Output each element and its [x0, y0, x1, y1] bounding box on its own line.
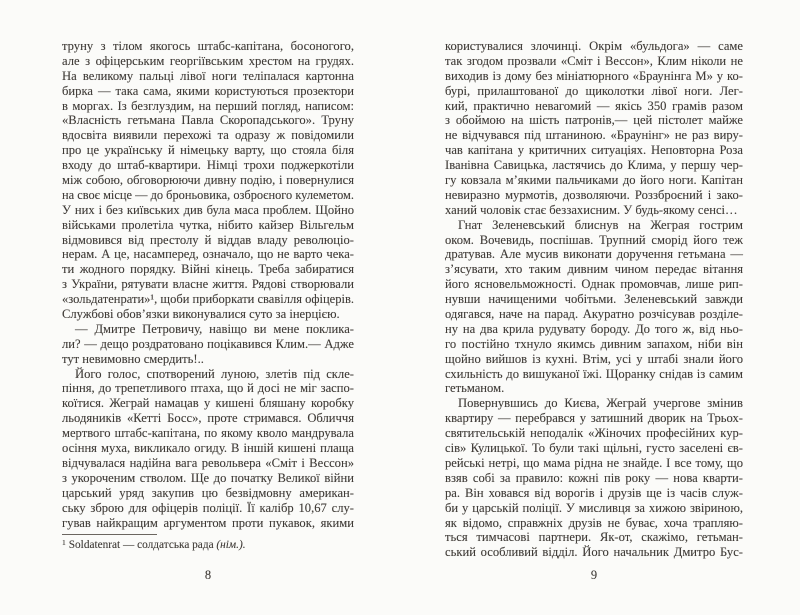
text-line-content: труну з тілом якогось штабс-капітана, босоногого, — [62, 39, 354, 53]
text-line — [62, 262, 354, 277]
text-line — [62, 173, 354, 188]
text-line — [445, 426, 743, 441]
text-line-content: би у царській поліції. У мисливця за хижою звіриною, — [445, 500, 743, 515]
text-line-content: «Власність гетьмана Павла Скоропадського». Труну — [62, 113, 354, 128]
text-line — [62, 471, 354, 486]
text-line — [445, 188, 743, 203]
text-line — [62, 516, 354, 531]
text-line-content: бирка — така сама, якими користуються прозектори — [62, 83, 354, 98]
text-line-content: го постійно тхнуло якимсь дивним запахом, ніби він — [445, 336, 743, 351]
text-line — [445, 233, 743, 248]
text-line-content: взяв собі за правило: кожні пів року — нова кварти- — [445, 470, 743, 485]
text-line-content: між собою, обговорюючи дивну подію, і повернулися — [62, 173, 354, 188]
text-line-content: невиразно мурмотів, дозволяючи. Роззброєний і зако- — [445, 187, 743, 202]
text-line — [445, 396, 743, 411]
text-line — [445, 262, 743, 277]
text-line-content: Повернувшись до Києва, Жеграй учергове змінив — [458, 396, 743, 411]
text-line-content: з укороченим стволом. Ще до початку Великої війни — [62, 470, 354, 485]
text-line — [445, 411, 743, 426]
text-line-content: вдосвіта виявили перехожі та одразу ж повідомили — [62, 128, 354, 143]
text-line-content: Його голос, спотворений луною, злетів під скле- — [75, 366, 354, 381]
text-line-content: його ясновельможності. Однак промовчав, лише рип- — [445, 277, 743, 292]
text-line — [445, 486, 743, 501]
text-line-content: рейські нетрі, що мама рідна не знайде. І все тому, що — [445, 455, 743, 470]
text-line — [445, 307, 743, 322]
text-line-content: ти жодного порядку. Війні кінець. Треба забиратися — [62, 262, 354, 277]
text-line — [445, 441, 743, 456]
text-line — [445, 128, 743, 143]
text-line — [445, 501, 743, 516]
text-line-content: царський уряд закупив цю безвідмовну американ- — [62, 485, 354, 500]
text-line — [445, 247, 743, 262]
text-line-content: військами пролетіла чутка, нібито кайзер Вільгельм — [62, 217, 354, 232]
left-page-text-block — [62, 39, 354, 530]
text-line — [62, 39, 354, 54]
text-line — [62, 277, 354, 292]
text-line — [62, 218, 354, 233]
text-line — [445, 203, 743, 218]
right-page-text-block — [445, 39, 743, 560]
text-line-content: щойно вийшов із кухні. Втім, усі у штабі знали його — [445, 351, 743, 366]
text-line-content: святительській неподалік «Жіночих професійних кур- — [445, 426, 743, 441]
text-line — [62, 128, 354, 143]
text-line — [445, 158, 743, 173]
text-line — [445, 218, 743, 233]
text-line-content: з України, рятувати власне життя. Рядові створювали — [62, 277, 354, 292]
text-line-content: дратував. Але мусив виконати доручення гетьмана — — [445, 247, 743, 262]
text-line — [445, 471, 743, 486]
text-line — [62, 337, 354, 352]
text-line-content: в моргах. Із безглуздим, на перший погляд, написом: — [62, 98, 354, 113]
text-line — [62, 381, 354, 396]
text-line-content: з обоймою на шість патронів,— цей пістолет майже — [445, 113, 743, 128]
text-line — [62, 352, 354, 367]
text-line — [445, 367, 743, 382]
text-line-content: відмовився від престолу й віддав владу революціо- — [62, 232, 354, 247]
text-line — [445, 381, 743, 396]
text-line-content: так згодом прозвали «Сміт і Вессон», Клим ніколи не — [445, 53, 743, 68]
text-line-content: ться тимчасові партнери. Як-от, скажімо, гетьман- — [445, 530, 743, 545]
text-line-content: «зольдатенрати»¹, щоби приборкати свавілля офіцерів. — [62, 292, 354, 307]
text-line — [445, 292, 743, 307]
text-line — [445, 39, 743, 54]
text-line-content: тут невимовно смердить!.. — [62, 351, 204, 366]
footnote-rule — [62, 534, 157, 535]
text-line-content: ханий чоловік стає беззахисним. У будь-якому сенсі… — [445, 202, 738, 217]
text-line — [445, 530, 743, 545]
text-line-content: з’ясувати, хто таким дивним чином передає вітання — [445, 262, 743, 277]
text-line — [62, 307, 354, 322]
text-line — [62, 143, 354, 158]
text-line-content: оком. Вочевидь, поспішав. Трупний сморід його теж — [445, 232, 743, 247]
text-line — [445, 99, 743, 114]
footnote-text — [62, 539, 354, 552]
text-line-content: але з офіцерським георгіївським хрестом на грудях. — [62, 53, 354, 68]
text-line-content: квартиру — перебрався у затишний дворик на Трьох- — [445, 411, 743, 426]
text-line-content: на своє місце — до броньовика, озброєного кулеметом. — [62, 187, 354, 202]
text-line-content: мертвого штабс-капітана, по якому кволо мандрувала — [62, 426, 354, 441]
text-line — [445, 337, 743, 352]
text-line — [445, 516, 743, 531]
text-line-content: одягався, наче на парад. Акуратно розчісував розділе- — [445, 307, 743, 322]
text-line — [445, 352, 743, 367]
text-line — [445, 173, 743, 188]
text-line — [62, 84, 354, 99]
text-line-content: сів» Кулицької. То були такі щільні, густо заселені єв- — [445, 441, 743, 456]
text-line-content: — Дмитре Петровичу, навіщо ви мене поклика- — [75, 321, 354, 336]
text-line-content: осіння муха, викликало огиду. В іншій кишені плаща — [62, 441, 354, 456]
text-line — [445, 277, 743, 292]
text-line — [62, 292, 354, 307]
text-line — [62, 486, 354, 501]
text-line-content: гу ковзала м’якими пальчиками до його ноги. Капітан — [445, 173, 743, 188]
left-page-number: 8 — [204, 568, 212, 582]
text-line — [62, 456, 354, 471]
text-line — [62, 233, 354, 248]
text-line — [62, 501, 354, 516]
text-line — [62, 158, 354, 173]
text-line-content: Іванівна Савицька, ластячись до Клима, у першу чер- — [445, 158, 743, 173]
text-line-content: відчувалася надійна вага револьвера «Сміт і Вессон» — [62, 455, 354, 470]
text-line-content: На великому пальці лівої ноги теліпалася картонна — [62, 68, 354, 83]
text-line — [62, 69, 354, 84]
text-line — [62, 441, 354, 456]
text-line — [62, 411, 354, 426]
text-line-content: ли? — дещо роздратовано поцікавився Клим.— Адже — [62, 336, 354, 351]
text-line — [445, 84, 743, 99]
text-line-content: льодяників «Кетті Босс», проте стримався. Обличчя — [62, 411, 354, 426]
text-line — [62, 247, 354, 262]
text-line-content: гував найкращим аргументом проти пукавок, якими — [62, 515, 354, 530]
text-line — [62, 203, 354, 218]
text-line-content: про це українську й німецьку варту, що стояла біля — [62, 143, 354, 158]
text-line-content: виходив із дому без мініатюрного «Браунінга М» у ко- — [445, 68, 743, 83]
text-line-content: входу до штаб-квартири. Німці трохи поджеркотіли — [62, 158, 354, 173]
text-line-content: гетьманом. — [445, 381, 505, 396]
text-line — [445, 54, 743, 69]
text-line — [445, 456, 743, 471]
text-line — [445, 113, 743, 128]
text-line-content: ську зброю для офіцерів поліції. Її калібр 10,67 слу- — [62, 500, 354, 515]
text-line-content: У них і без київських див була маса проблем. Щойно — [62, 202, 354, 217]
text-line-content: чав капітана у критичних ситуаціях. Неповторна Роза — [445, 143, 743, 158]
text-line-content: схильність до вишуканої їжі. Щоранку снідав із самим — [445, 366, 743, 381]
text-line — [445, 545, 743, 560]
footnote — [62, 534, 354, 552]
text-line-content: ну на два крила рудувату бороду. До того ж, від ньо- — [445, 321, 743, 336]
text-line — [445, 322, 743, 337]
text-line-content: ра. Він ховався від ворогів і друзів ще із часів служ- — [445, 485, 743, 500]
text-line — [445, 143, 743, 158]
footnote-body: Soldatenrat — солдатська рада — [68, 539, 217, 551]
text-line-content: коїтися. Жеграй намацав у кишені бляшану коробку — [62, 396, 354, 411]
text-line — [62, 367, 354, 382]
text-line-content: Службові обов’язки виконувалися суто за інерцією. — [62, 307, 340, 322]
text-line-content: ський особливий відділ. Його начальник Дмитро Бус- — [445, 545, 743, 560]
text-line — [445, 69, 743, 84]
text-line — [62, 54, 354, 69]
text-line-content: піння, до трепетливого птаха, що й досі не міг заспо- — [62, 381, 354, 396]
footnote-language-note: (нім.). — [216, 539, 246, 551]
text-line-content: кий, практично невагомий — якісь 350 грамів разом — [445, 98, 743, 113]
footnote-marker: 1 — [62, 537, 66, 547]
text-line-content: нувши начищеними чобітьми. Зеленевський завжди — [445, 292, 743, 307]
text-line — [62, 322, 354, 337]
text-line — [62, 188, 354, 203]
right-page-number: 9 — [590, 568, 598, 582]
text-line — [62, 396, 354, 411]
text-line — [62, 426, 354, 441]
text-line-content: Гнат Зеленевський блиснув на Жеграя гострим — [458, 217, 743, 232]
text-line-content: не відчувався під штаниною. «Браунінг» не раз виру- — [445, 128, 743, 143]
text-line — [62, 113, 354, 128]
text-line-content: бурі, прилаштованої до щиколотки лівої ноги. Лег- — [445, 83, 743, 98]
text-line — [62, 99, 354, 114]
text-line-content: нерам. А це, насамперед, означало, що не варто чека- — [62, 247, 354, 262]
text-line-content: як відомо, справжніх друзів не буває, хоча трапляю- — [445, 515, 743, 530]
text-line-content: користувалися злочинці. Окрім «бульдога» — саме — [445, 39, 743, 53]
